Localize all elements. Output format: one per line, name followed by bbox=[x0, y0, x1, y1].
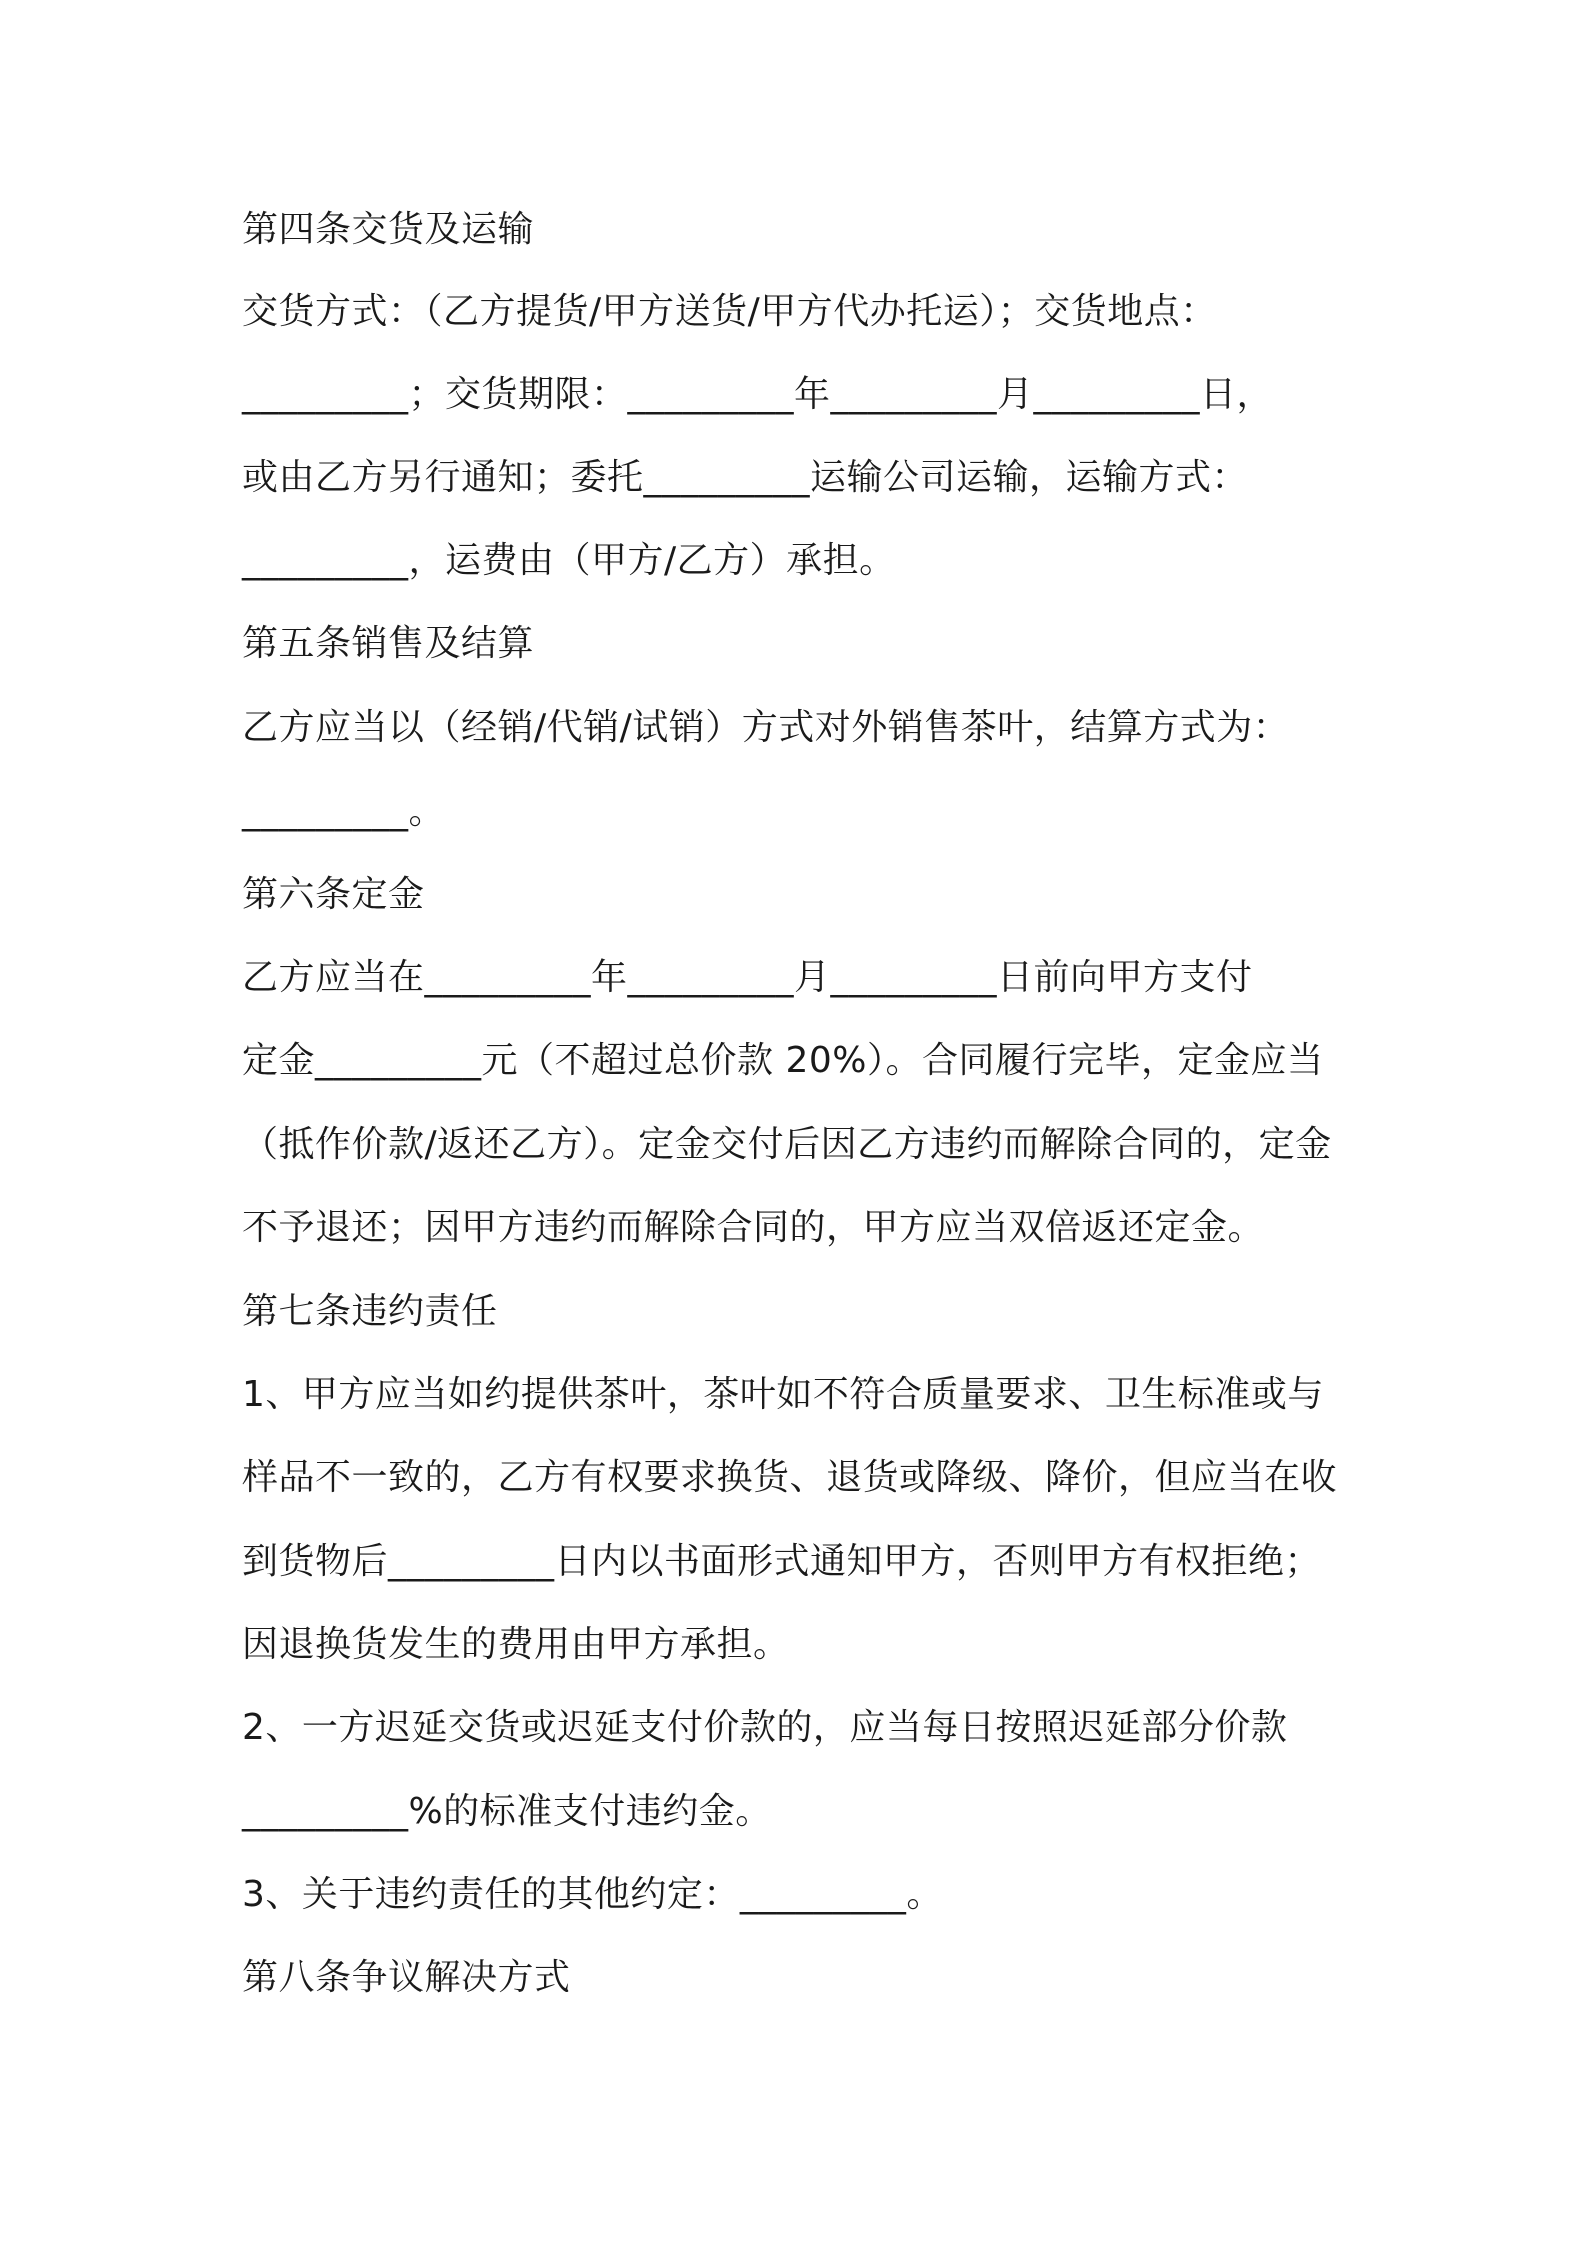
paragraph-line: 样品不一致的，乙方有权要求换货、退货或降级、降价，但应当在收 bbox=[242, 1457, 1338, 1498]
paragraph-line: _________；交货期限：_________年_________月_________日， bbox=[242, 374, 1274, 415]
paragraph-line: 3、关于违约责任的其他约定：_________。 bbox=[242, 1874, 943, 1915]
paragraph-line: 交货方式：（乙方提货/甲方送货/甲方代办托运）；交货地点： bbox=[242, 291, 1217, 332]
paragraph-line: 乙方应当以（经销/代销/试销）方式对外销售茶叶，结算方式为： bbox=[242, 707, 1290, 748]
heading-article-7: 第七条违约责任 bbox=[242, 1291, 498, 1332]
paragraph-line: 定金_________元（不超过总价款 20%）。合同履行完毕，定金应当 bbox=[242, 1040, 1324, 1081]
paragraph-line: 不予退还；因甲方违约而解除合同的，甲方应当双倍返还定金。 bbox=[242, 1207, 1265, 1248]
paragraph-line: _________。 bbox=[242, 791, 446, 832]
paragraph-line: 1、甲方应当如约提供茶叶，茶叶如不符合质量要求、卫生标准或与 bbox=[242, 1374, 1324, 1415]
paragraph-line: 或由乙方另行通知；委托_________运输公司运输，运输方式： bbox=[242, 457, 1249, 498]
paragraph-line: _________%的标准支付违约金。 bbox=[242, 1791, 772, 1832]
paragraph-line: 2、一方迟延交货或迟延支付价款的，应当每日按照迟延部分价款 bbox=[242, 1707, 1288, 1748]
paragraph-line: 乙方应当在_________年_________月_________日前向甲方支付 bbox=[242, 957, 1253, 998]
paragraph-line: （抵作价款/返还乙方）。定金交付后因乙方违约而解除合同的，定金 bbox=[242, 1124, 1332, 1165]
heading-article-8: 第八条争议解决方式 bbox=[242, 1957, 571, 1998]
paragraph-line: 到货物后_________日内以书面形式通知甲方，否则甲方有权拒绝； bbox=[242, 1541, 1322, 1582]
paragraph-line: 因退换货发生的费用由甲方承担。 bbox=[242, 1624, 790, 1665]
heading-article-5: 第五条销售及结算 bbox=[242, 623, 535, 664]
heading-article-4: 第四条交货及运输 bbox=[242, 209, 535, 250]
paragraph-line: _________，运费由（甲方/乙方）承担。 bbox=[242, 540, 896, 581]
heading-article-6: 第六条定金 bbox=[242, 874, 425, 915]
